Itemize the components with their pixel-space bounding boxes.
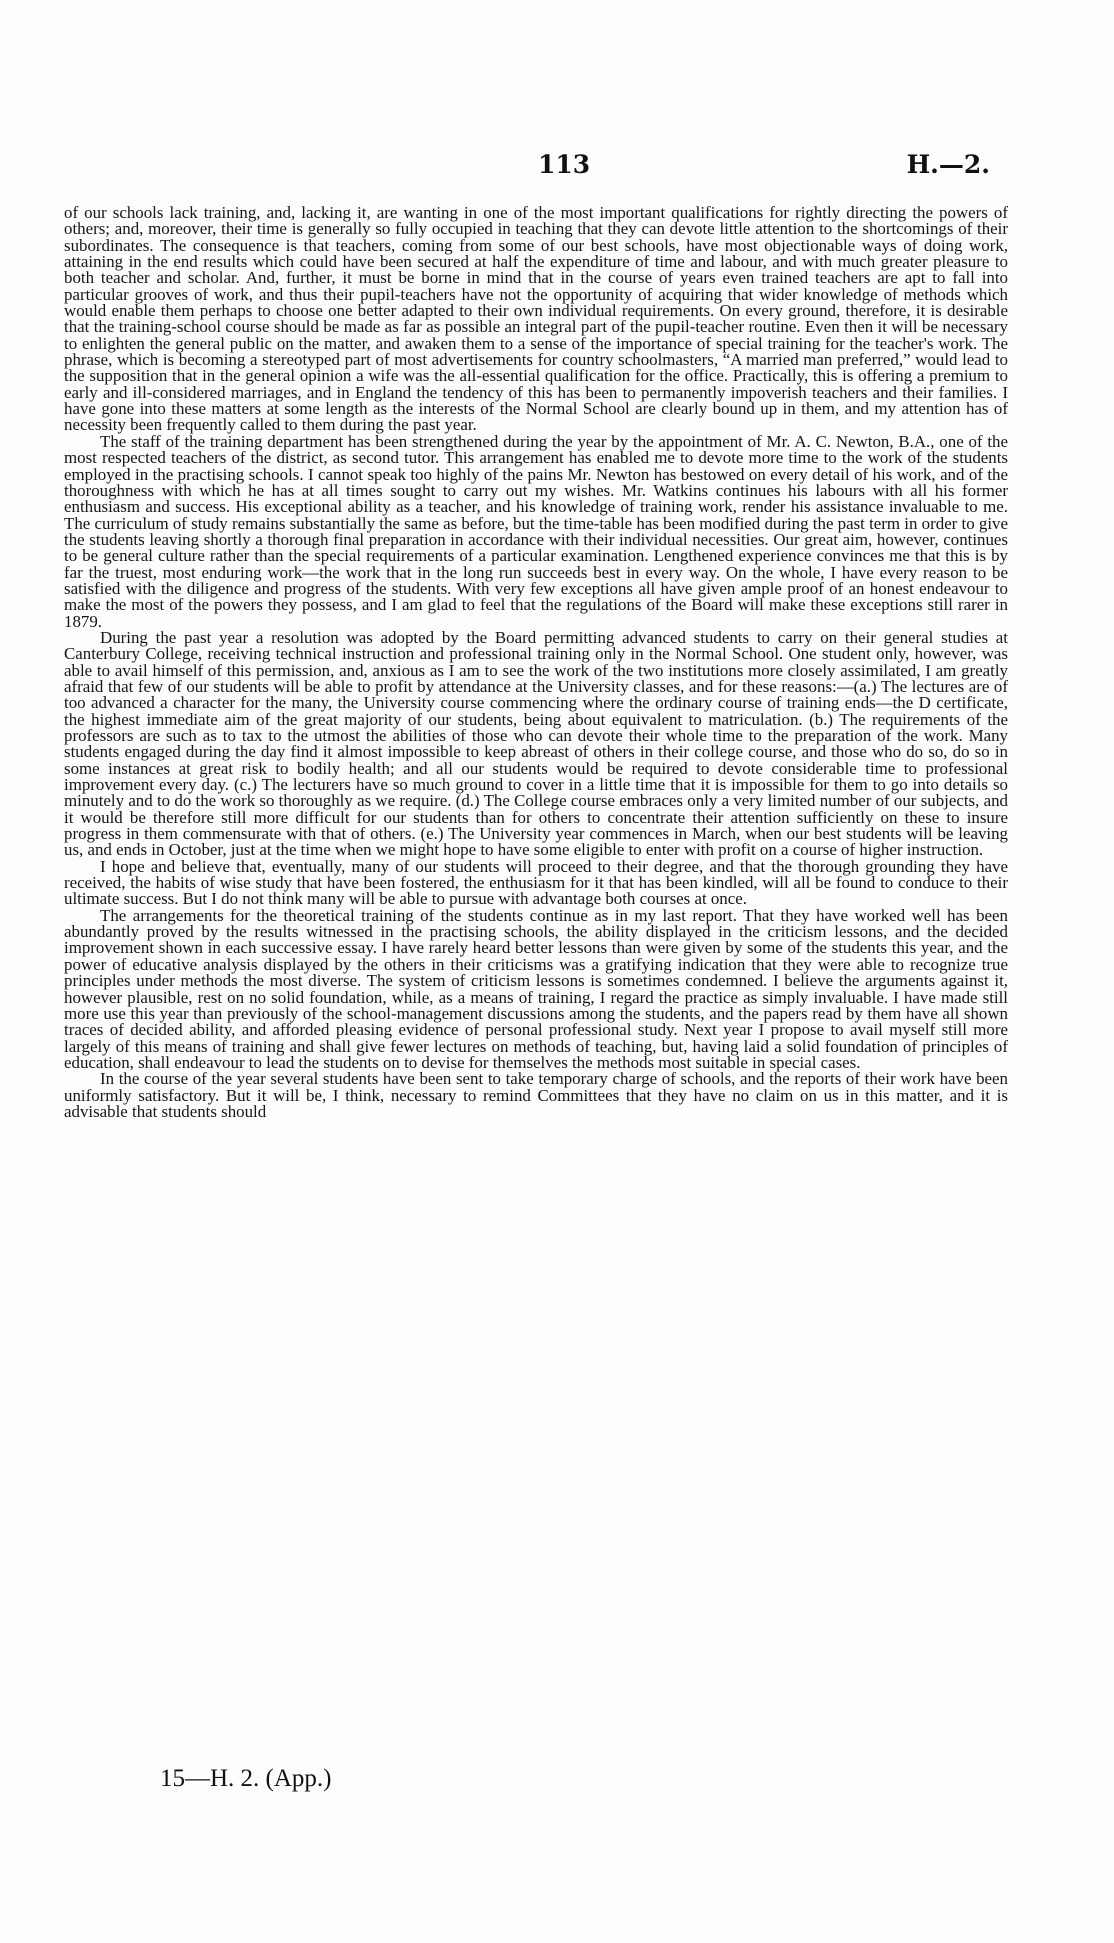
paragraph: of our schools lack training, and, lacking it, are wanting in one of the most important qualifications for rightly directing the powers of others; and, moreover, their time is generally so fully occupied in teaching that they can devote little attention to the shortcomings of their subordinates. The consequence is that teachers, coming from some of our best schools, have most objectionable ways of doing work, attaining in the end results which could have been secured at half the expenditure of time and labour, and with much greater pleasure to both teacher and scholar. And, further, it must be borne in mind that in the course of years even trained teachers are apt to fall into particular grooves of work, and thus their pupil-teachers have not the opportunity of acquiring that wider knowledge of methods which would enable them perhaps to choose one better adapted to their own individual requirements. On every ground, therefore, it is desirable that the training-school course should be made as far as possible an integral part of the pupil-teacher routine. Even then it will be necessary to enlighten the general public on the matter, and awaken them to a sense of the importance of special training for the teacher's work. The phrase, which is becoming a stereotyped part of most advertisements for country schoolmasters, “A married man preferred,” would lead to the supposition that in the general opinion a wife was the all-essential qualification for the office. Practically, this is offering a premium to early and ill-considered marriages, and in England the tendency of this has been to permanently impoverish teachers and their families. I have gone into these matters at some length as the interests of the Normal School are clearly bound up in them, and my attention has of necessity been frequently called to them during the past year.: [64, 203, 1008, 435]
paragraph: I hope and believe that, eventually, many of our students will proceed to their degree, and that the thorough grounding they have received, the habits of wise study that have been fostered, the enthusiasm for it that has been kindled, will all be found to conduce to their ultimate success. But I do not think many will be able to pursue with advantage both courses at once.: [64, 856, 1008, 909]
paragraph: During the past year a resolution was adopted by the Board permitting advanced students to carry on their general studies at Canterbury College, receiving technical instruction and professional training only in the Normal School. One student only, however, was able to avail himself of this permission, and, anxious as I am to see the work of the two institutions more closely assimilated, I am greatly afraid that few of our students will be able to profit by attendance at the University classes, and for these reasons:—(a.) The lectures are of too advanced a character for the many, the University course commencing where the ordinary course of training ends—the D certificate, the highest immediate aim of the great majority of our students, being about equivalent to matriculation. (b.) The requirements of the professors are such as to tax to the utmost the abilities of those who can devote their whole time to the preparation of the work. Many students engaged during the day find it almost impossible to keep abreast of others in their college course, and those who do so, do so in some instances at great risk to bodily health; and all our students would be required to devote considerable time to professional improvement every day. (c.) The lecturers have so much ground to cover in a little time that it is impossible for them to go into details so minutely and to do the work so thoroughly as we require. (d.) The College course embraces only a very limited number of our subjects, and it would be therefore still more difficult for our students than for others to concentrate their attention sufficiently on these to insure progress in them commensurate with that of others. (e.) The University year commences in March, when our best students will be leaving us, and ends in October, just at the time when we might hope to have some eligible to enter with profit on a course of higher instruction.: [64, 627, 1008, 860]
paragraph: The staff of the training department has been strengthened during the year by the appointment of Mr. A. C. Newton, B.A., one of the most respected teachers of the district, as second tutor. This arrangement has enabled me to devote more time to the work of the students employed in the practising schools. I cannot speak too highly of the pains Mr. Newton has bestowed on every detail of his work, and of the thoroughness with which he has at all times sought to carry out my wishes. Mr. Watkins continues his labours with all his former enthusiasm and success. His exceptional ability as a teacher, and his knowledge of training work, render his assistance invaluable to me. The curriculum of study remains substantially the same as before, but the time-table has been modified during the past term in order to give the students leaving shortly a thorough final preparation in accordance with their individual necessities. Our great aim, however, continues to be general culture rather than the special requirements of a particular examination. Lengthened experience convinces me that this is by far the truest, most enduring work—the work that in the long run succeeds best in every way. On the whole, I have every reason to be satisfied with the diligence and progress of the students. With very few exceptions all have given ample proof of an honest endeavour to make the most of the powers they possess, and I am glad to feel that the regulations of the Board will make these exceptions still rarer in 1879.: [64, 431, 1008, 631]
paragraph: In the course of the year several students have been sent to take temporary charge of schools, and the reports of their work have been uniformly satisfactory. But it will be, I think, necessary to remind Committees that they have no claim on us in this matter, and it is advisable that students should: [64, 1069, 1008, 1121]
signature-mark: 15—H. 2. (App.): [160, 1765, 332, 1792]
paragraph: The arrangements for the theoretical training of the students continue as in my last report. That they have worked well has been abundantly proved by the results witnessed in the practising schools, the ability displayed in the criticism lessons, and the decided improvement shown in each successive essay. I have rarely heard better lessons than were given by some of the students this year, and the power of educative analysis displayed by the others in their criticisms was a gratifying indication that they were able to recognize true principles under methods the most diverse. The system of criticism lessons is sometimes condemned. I believe the arguments against it, however plausible, rest on no solid foundation, while, as a means of training, I regard the practice as simply invaluable. I have made still more use this year than previously of the school-management discussions among the students, and the papers read by them have all shown traces of decided ability, and afforded pleasing evidence of personal professional study. Next year I propose to avail myself still more largely of this means of training and shall give fewer lectures on methods of teaching, but, having laid a solid foundation of principles of education, shall endeavour to lead the students on to devise for themselves the methods most suitable in special cases.: [64, 905, 1008, 1072]
page-number: 113: [538, 150, 591, 179]
body-text: [64, 205, 1008, 1120]
series-mark: H.—2.: [906, 150, 990, 179]
